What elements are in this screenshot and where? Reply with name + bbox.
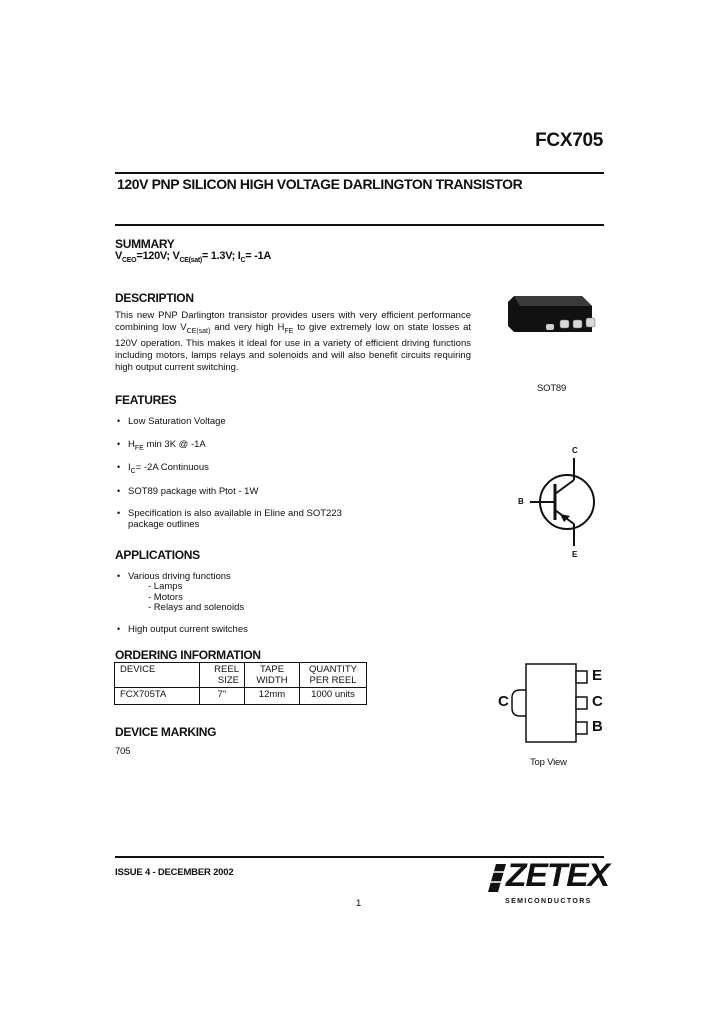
part-number: FCX705	[535, 130, 603, 151]
table-header-cell: TAPE WIDTH	[245, 663, 300, 688]
bullet-marker: •	[117, 571, 121, 581]
bullet-marker: •	[117, 508, 121, 518]
bullet-marker: •	[117, 416, 121, 426]
application-item: Various driving functions	[128, 571, 231, 582]
summary-line: $V_{CEO}=120V$; $V_{CE(sat)}= 1.3V$; $I_C= -1A$	[115, 250, 271, 265]
table-header-cell: DEVICE	[115, 663, 200, 688]
collector-label: C	[572, 446, 578, 455]
application-subitem: - Relays and solenoids	[148, 602, 245, 613]
table-header-row	[115, 663, 367, 688]
bullet-marker: •	[117, 462, 121, 472]
table-cell: FCX705TA	[115, 688, 200, 705]
table-cell: 7''	[200, 688, 245, 705]
application-item: High output current switches	[128, 624, 248, 635]
feature-item: $H_{FE}$ min 3K @ -1A	[128, 439, 206, 452]
application-subitem: - Motors	[148, 592, 183, 603]
bullet-marker: •	[117, 486, 121, 496]
description-text: This new PNP Darlington transistor provides users with very efficient performance combining low $V_{CE(sat)}$ and very high $H_{FE}$ to give extremely low on state losses at 120V operation. This makes it ideal for use in a variety of efficient driving functions including motors, lamps relays and solenoids and will also benefit circuits requiring high output current switching.	[115, 310, 471, 373]
applications-heading: APPLICATIONS	[115, 548, 200, 562]
bullet-marker: •	[117, 439, 121, 449]
description-heading: DESCRIPTION	[115, 291, 194, 305]
logo-mark-icon	[486, 862, 508, 894]
feature-item: Specification is also available in Eline and SOT223	[128, 508, 342, 519]
pin2-label: C	[592, 693, 603, 710]
feature-item: Low Saturation Voltage	[128, 416, 226, 427]
issue-date: ISSUE 4 - DECEMBER 2002	[115, 867, 234, 878]
logo-subtitle: SEMICONDUCTORS	[505, 898, 592, 905]
feature-item: $I_C= -2A$ Continuous	[128, 462, 209, 475]
application-subitem: - Lamps	[148, 581, 183, 592]
sot89-package-image	[500, 288, 604, 348]
pin-tab-label: C	[498, 693, 509, 710]
table-header-cell: REEL SIZE	[200, 663, 245, 688]
ordering-heading: ORDERING INFORMATION	[115, 648, 261, 662]
features-heading: FEATURES	[115, 393, 177, 407]
table-header-cell: QUANTITY PER REEL	[300, 663, 367, 688]
marking-heading: DEVICE MARKING	[115, 725, 217, 739]
bullet-marker: •	[117, 624, 121, 634]
pin3-label: B	[592, 718, 603, 735]
summary-heading: SUMMARY	[115, 237, 175, 251]
header-rule-top	[115, 172, 604, 174]
table-cell: 1000 units	[300, 688, 367, 705]
marking-value: 705	[115, 746, 131, 757]
page-number: 1	[356, 898, 362, 909]
table-cell: 12mm	[245, 688, 300, 705]
pin1-label: E	[592, 667, 603, 684]
table-row	[115, 688, 367, 705]
pinout-caption: Top View	[530, 757, 567, 768]
page-title: 120V PNP SILICON HIGH VOLTAGE DARLINGTON TRANSISTOR	[117, 176, 523, 192]
pnp-transistor-symbol	[500, 440, 610, 565]
feature-item-continued: package outlines	[128, 519, 200, 530]
logo-wordmark: ZETEX	[506, 857, 610, 893]
emitter-label: E	[572, 550, 578, 559]
feature-item: SOT89 package with Ptot - 1W	[128, 486, 259, 497]
ordering-table	[114, 662, 367, 705]
base-label: B	[518, 497, 524, 506]
header-rule-bottom	[115, 224, 604, 226]
package-label: SOT89	[537, 383, 567, 394]
pinout-diagram	[506, 660, 596, 746]
